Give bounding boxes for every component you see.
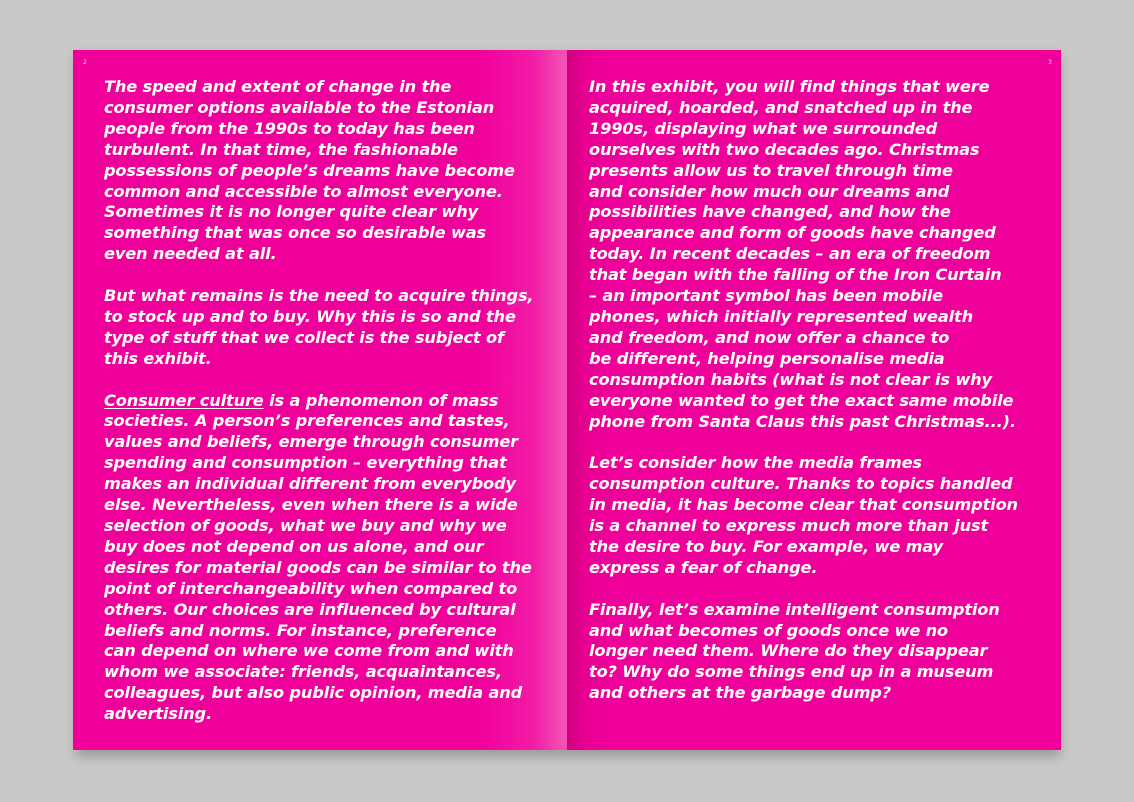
left-paragraph-2: But what remains is the need to acquire things, to stock up and to buy. Why this is so and the type of stuff that we collect is the subject of this exhibit. [104,286,534,368]
right-paragraph-2: Let’s consider how the media frames consumption culture. Thanks to topics handled in media, it has become clear that consumption is a channel to express much more than just the desire to buy. For example, we may express a fear of change. [589,453,1018,577]
left-page-text [104,77,554,746]
left-paragraph-1: The speed and extent of change in the consumer options available to the Estonian people from the 1990s to today has been turbulent. In that time, the fashionable possessions of people’s dreams have become common and accessible to almost everyone. Sometimes it is no longer quite clear why something that was once so desirable was even needed at all. [104,77,515,264]
page-number-left: 2 [83,59,87,66]
left-paragraph-3-body: is a phenomenon of mass societies. A person’s preferences and tastes, values and beliefs, emerge through consumer spending and consumption – everything that makes an individual different from everybody else. Nevertheless, even when there is a wide selection of goods, what we buy and why we buy does not depend on us alone, and our desires for material goods can be similar to the point of interchangeability when compared to others. Our choices are influenced by cultural beliefs and norms. For instance, preference can depend on where we come from and with whom we associate: friends, acquaintances, colleagues, but also public opinion, media and advertising. [104,390,532,724]
consumer-culture-term: Consumer culture [104,390,264,410]
page-number-right: 3 [1048,59,1052,66]
left-page [73,50,567,750]
booklet-spread [73,50,1061,750]
right-paragraph-3: Finally, let’s examine intelligent consumption and what becomes of goods once we no longer need them. Where do they disappear to? Why do some things end up in a museum and others at the garbage dump? [589,599,1000,703]
left-paragraph-3 [104,391,554,726]
right-page-text [589,77,1049,725]
right-page [567,50,1061,750]
right-paragraph-1: In this exhibit, you will find things that were acquired, hoarded, and snatched up in the 1990s, displaying what we surrounded ourselves with two decades ago. Christmas presents allow us to travel through time and consider how much our dreams and possibilities have changed, and how the appearance and form of goods have changed today. In recent decades – an era of freedom that began with the falling of the Iron Curtain – an important symbol has been mobile phones, which initially represented wealth and freedom, and now offer a chance to be different, helping personalise media consumption habits (what is not clear is why everyone wanted to get the exact same mobile phone from Santa Claus this past Christmas...). [589,77,1016,431]
